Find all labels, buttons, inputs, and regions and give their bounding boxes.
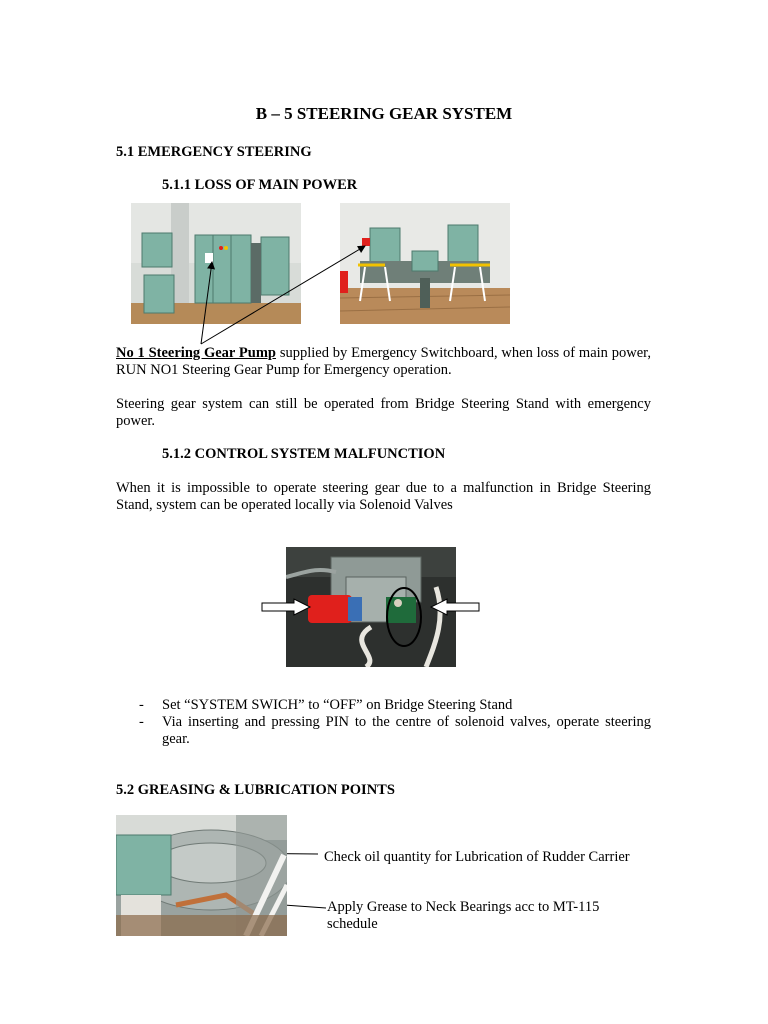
subsection-heading-loss-of-main-power: 5.1.1 LOSS OF MAIN POWER [162,177,358,193]
solenoid-pointer-arrows [258,596,484,618]
bridge-paragraph: Steering gear system can still be operated from Bridge Steering Stand with emergency power. [116,396,651,429]
pump-paragraph [116,345,651,379]
page-title: B – 5 STEERING GEAR SYSTEM [255,104,513,123]
caption-oil-quantity: Check oil quantity for Lubrication of Rudder Carrier [324,849,630,865]
list-item: - Via inserting and pressing PIN to the centre of solenoid valves, operate steering gear. [139,714,651,747]
rudder-carrier-photo [116,815,287,936]
list-item: - Set “SYSTEM SWICH” to “OFF” on Bridge Steering Stand [139,697,651,714]
section-heading-emergency-steering: 5.1 EMERGENCY STEERING [116,144,312,160]
section-heading-greasing-lubrication: 5.2 GREASING & LUBRICATION POINTS [116,782,395,798]
subsection-heading-control-malfunction: 5.1.2 CONTROL SYSTEM MALFUNCTION [162,446,446,462]
caption-grease-neck-bearings: Apply Grease to Neck Bearings acc to MT-115 schedule [327,899,600,932]
malfunction-paragraph: When it is impossible to operate steering gear due to a malfunction in Bridge Steering Stand, system can be operated locally via Solenoid Valves [116,480,651,513]
pump-text: supplied by Emergency Switchboard, when loss of main power, RUN NO1 Steering Gear Pump for Emergency operation. [116,345,652,378]
list-item-text: Set “SYSTEM SWICH” to “OFF” on Bridge Steering Stand [162,697,513,713]
pump-label: No 1 Steering Gear Pump [116,345,276,361]
list-item-text: Via inserting and pressing PIN to the centre of solenoid valves, operate steering gear. [162,714,651,747]
